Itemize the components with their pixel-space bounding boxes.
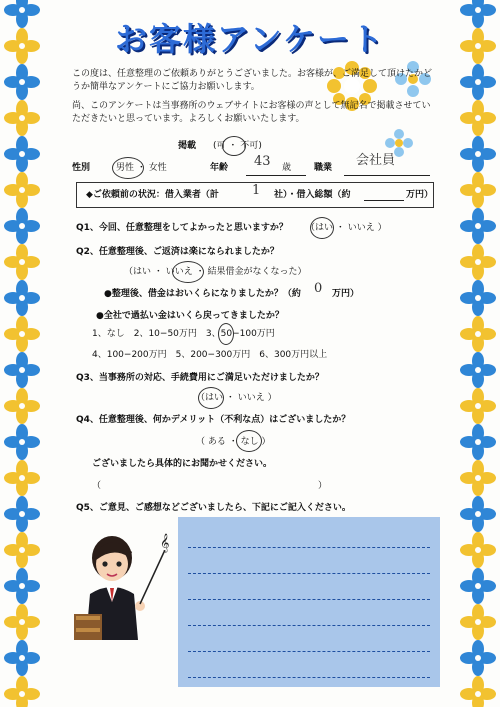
occupation-value[interactable]: 会社員 — [356, 153, 396, 168]
q4-answer[interactable]: （ ある ・ なし ） — [196, 437, 271, 447]
status-text-3: 万円） — [406, 190, 434, 200]
q2-sub-question-2: ●全社で過払い金はいくら戻ってきましたか？ — [96, 311, 284, 321]
age-underline — [246, 175, 306, 176]
border-petal-center — [475, 295, 481, 301]
q1-text: Q1、今回、任意整理をしてよかったと思いますか？ — [76, 223, 288, 233]
q2-sub-question-1: ●整理後、借金はおいくらになりましたか？（約 — [104, 289, 301, 299]
border-petal-center — [475, 691, 481, 697]
svg-text:𝄞: 𝄞 — [160, 533, 170, 552]
q2-options-line-1[interactable]: 1、なし 2、10−50万円 3、50−100万円 — [92, 329, 275, 339]
border-petal-center — [19, 511, 25, 517]
border-petal-center — [19, 619, 25, 625]
answer-circle — [172, 261, 204, 283]
border-petal-center — [475, 475, 481, 481]
border-petal-center — [475, 259, 481, 265]
border-petal-center — [19, 79, 25, 85]
border-petal-center — [475, 187, 481, 193]
right-border-pattern — [456, 0, 500, 707]
age-value[interactable]: 43 — [254, 154, 271, 169]
q5-text: Q5、ご意見、ご感想などございましたら、下記にご記入ください。 — [76, 503, 351, 513]
border-petal-center — [475, 619, 481, 625]
border-petal-center — [19, 7, 25, 13]
q2-text: Q2、任意整理後、ご返済は楽になられましたか？ — [76, 247, 279, 257]
border-petal-center — [475, 547, 481, 553]
page-title: お客様アンケート — [114, 20, 386, 58]
q3-text: Q3、当事務所の対応、手続費用にご満足いただけましたか？ — [76, 373, 324, 383]
left-border-pattern — [0, 0, 44, 707]
border-petal-center — [475, 583, 481, 589]
border-petal-center — [19, 187, 25, 193]
q1-answer[interactable]: （はい ・ いいえ ） — [306, 223, 387, 233]
border-petal-center — [475, 43, 481, 49]
border-petal-center — [475, 331, 481, 337]
border-petal-center — [475, 115, 481, 121]
border-petal-center — [19, 691, 25, 697]
border-petal-center — [475, 403, 481, 409]
q4-close-paren: ） — [318, 481, 328, 491]
q3-answer[interactable]: （はい ・ いいえ ） — [196, 393, 277, 403]
answer-circle — [112, 157, 144, 179]
answer-circle — [218, 323, 234, 345]
border-petal-center — [19, 331, 25, 337]
status-text-1: ◆ご依頼前の状況：借入業者（計 — [86, 190, 219, 200]
q2-options-line-2[interactable]: 4、100−200万円 5、200−300万円 6、300万円以上 — [92, 350, 328, 360]
gender-option-female[interactable]: 女性 — [148, 163, 167, 173]
occupation-label: 職業 — [314, 163, 333, 173]
q2-debt-value[interactable]: 0 — [314, 281, 323, 296]
border-petal-center — [475, 439, 481, 445]
publish-option-no[interactable]: 不可 — [240, 141, 259, 151]
q2-debt-unit: 万円） — [332, 289, 360, 299]
answer-circle — [236, 430, 262, 452]
intro-text-1: この度は、任意整理のご依頼ありがとうございました。お客様が、ご満足して頂けたかど — [72, 69, 433, 79]
comment-line — [188, 599, 430, 600]
border-petal-center — [19, 223, 25, 229]
q4-text: Q4、任意整理後、何かデメリット（不利な点）はございましたか？ — [76, 415, 351, 425]
answer-circle — [222, 136, 246, 156]
comment-line — [188, 651, 430, 652]
status-company-count[interactable]: 1 — [252, 183, 261, 198]
comment-line — [188, 547, 430, 548]
q4-open-paren: （ — [92, 481, 102, 491]
gender-option-male[interactable]: 男性 — [116, 163, 135, 173]
border-petal-center — [19, 655, 25, 661]
border-petal-center — [19, 151, 25, 157]
status-amount-underline — [364, 200, 404, 201]
q4-sub-text: ございましたら具体的にお聞かせください。 — [92, 459, 273, 469]
occupation-underline — [344, 175, 430, 176]
border-petal-center — [19, 403, 25, 409]
intro-text-2: うか簡単なアンケートにご協力お願いします。 — [72, 82, 260, 92]
border-petal-center — [19, 583, 25, 589]
separator: ・ — [228, 141, 238, 151]
answer-circle — [198, 387, 224, 409]
border-petal-center — [19, 259, 25, 265]
border-petal-center — [19, 547, 25, 553]
border-petal-center — [475, 223, 481, 229]
border-petal-center — [475, 367, 481, 373]
gender-label: 性別 — [72, 163, 91, 173]
border-petal-center — [475, 151, 481, 157]
border-petal-center — [19, 115, 25, 121]
status-text-2: 社）・借入総額（約 — [274, 190, 351, 200]
publish-option-yes[interactable]: 可 — [216, 141, 226, 151]
intro-text-3: 尚、このアンケートは当事務所のウェブサイトにお客様の声として無記名で掲載させてい — [72, 101, 431, 111]
border-petal-center — [19, 367, 25, 373]
border-petal-center — [19, 43, 25, 49]
comment-line — [188, 573, 430, 574]
border-petal-center — [475, 7, 481, 13]
border-petal-center — [475, 655, 481, 661]
intro-text-4: ただきたいと思っています。よろしくお願いいたします。 — [72, 114, 305, 124]
border-petal-center — [19, 295, 25, 301]
publish-options: (可 ・ 不可) — [213, 141, 262, 151]
border-petal-center — [19, 475, 25, 481]
comment-line — [188, 677, 430, 678]
q2-answer[interactable]: （はい ・ いいえ ・ 結果借金がなくなった） — [124, 267, 307, 277]
comment-box[interactable] — [178, 517, 440, 687]
border-petal-center — [475, 511, 481, 517]
comment-line — [188, 625, 430, 626]
border-petal-center — [475, 79, 481, 85]
border-petal-center — [19, 439, 25, 445]
answer-circle — [310, 217, 334, 239]
lawyer-mascot-illustration — [70, 528, 170, 658]
publish-label: 掲載 — [178, 141, 197, 151]
separator: ・ — [136, 163, 146, 173]
age-unit: 歳 — [282, 163, 292, 173]
age-label: 年齢 — [210, 163, 229, 173]
